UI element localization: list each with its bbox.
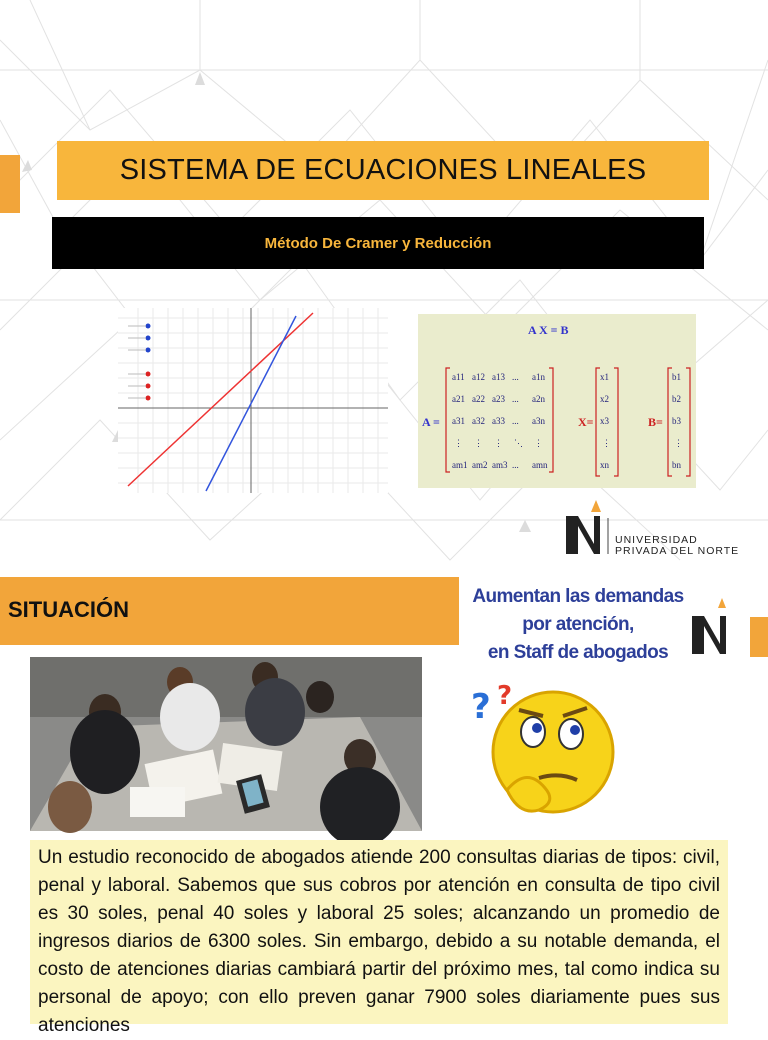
situation-headline [462, 583, 694, 667]
b-label: B= [648, 415, 663, 429]
x-r2: x2 [600, 394, 609, 404]
right-accent-tab [750, 617, 768, 657]
small-logo-icon [688, 596, 734, 660]
a-r2-c2: a22 [472, 394, 485, 404]
a-r1-c5: a1n [532, 372, 545, 382]
x-r1: x1 [600, 372, 609, 382]
a-r4-c3: ⋮ [494, 438, 503, 448]
a-r1-c4: ... [512, 372, 519, 382]
situation-heading: SITUACIÓN [8, 597, 129, 622]
university-name [615, 535, 739, 557]
left-accent-tab [0, 155, 20, 213]
equation-text: A X = B [528, 323, 569, 337]
lawyers-meeting-photo [30, 657, 422, 831]
a-r1-c3: a13 [492, 372, 505, 382]
a-r2-c5: a2n [532, 394, 545, 404]
a-r1-c2: a12 [472, 372, 485, 382]
line-graph-figure [118, 308, 388, 493]
matrix-figure [418, 314, 696, 488]
thinking-face-icon [467, 670, 627, 830]
slide-subtitle: Método De Cramer y Reducción [264, 234, 492, 252]
a-r3-c4: ... [512, 416, 519, 426]
university-line2: PRIVADA DEL NORTE [615, 545, 740, 557]
problem-text-box [30, 840, 728, 1036]
headline-line2: en Staff de abogados [487, 642, 669, 663]
a-r5-c5: amn [532, 460, 548, 470]
matrix-equation-svg [418, 314, 696, 488]
a-r3-c2: a32 [472, 416, 485, 426]
b-r1: b1 [672, 372, 681, 382]
b-r2: b2 [672, 394, 681, 404]
b-r4: ⋮ [674, 438, 683, 448]
a-r4-c1: ⋮ [454, 438, 463, 448]
b-r3: b3 [672, 416, 681, 426]
a-r2-c1: a21 [452, 394, 465, 404]
a-r4-c5: ⋮ [534, 438, 543, 448]
a-label: A = [422, 415, 440, 429]
subtitle-banner [52, 217, 704, 269]
a-r4-c2: ⋮ [474, 438, 483, 448]
a-r3-c3: a33 [492, 416, 505, 426]
a-r5-c1: am1 [452, 460, 468, 470]
problem-text: Un estudio reconocido de abogados atiende 200 consultas diarias de tipos: civil, penal y laboral. Sabemos que sus cobros por atención en consulta de tipo civil es 30 soles, penal 40 soles y laboral 25 soles; alcanzando un promedio de ingresos diarios de 6300 soles. Sin embargo, debido a su notable demanda, el costo de atenciones diarias cambiará partir del próximo mes, tal como indica su personal de apoyo; con ello preven ganar 7900 soles diariamente pues sus atenciones [38, 847, 720, 1036]
a-r3-c1: a31 [452, 416, 465, 426]
title-banner [57, 141, 709, 200]
university-line1: UNIVERSIDAD [615, 534, 698, 546]
situation-banner [0, 577, 459, 645]
a-r5-c3: am3 [492, 460, 508, 470]
headline-line1: Aumentan las demandas por atención, [472, 586, 684, 635]
a-r3-c5: a3n [532, 416, 545, 426]
x-label: X= [578, 415, 594, 429]
x-r4: ⋮ [602, 438, 611, 448]
x-r3: x3 [600, 416, 609, 426]
a-r2-c3: a23 [492, 394, 505, 404]
a-r2-c4: ... [512, 394, 519, 404]
a-r4-c4: ⋱ [514, 438, 523, 448]
a-r1-c1: a11 [452, 372, 465, 382]
b-r5: bn [672, 460, 681, 470]
svg-text:?: ? [471, 687, 491, 727]
x-r5: xn [600, 460, 609, 470]
a-r5-c2: am2 [472, 460, 488, 470]
svg-text:?: ? [497, 681, 513, 711]
a-r5-c4: ... [512, 460, 519, 470]
slide-title: SISTEMA DE ECUACIONES LINEALES [119, 154, 647, 186]
